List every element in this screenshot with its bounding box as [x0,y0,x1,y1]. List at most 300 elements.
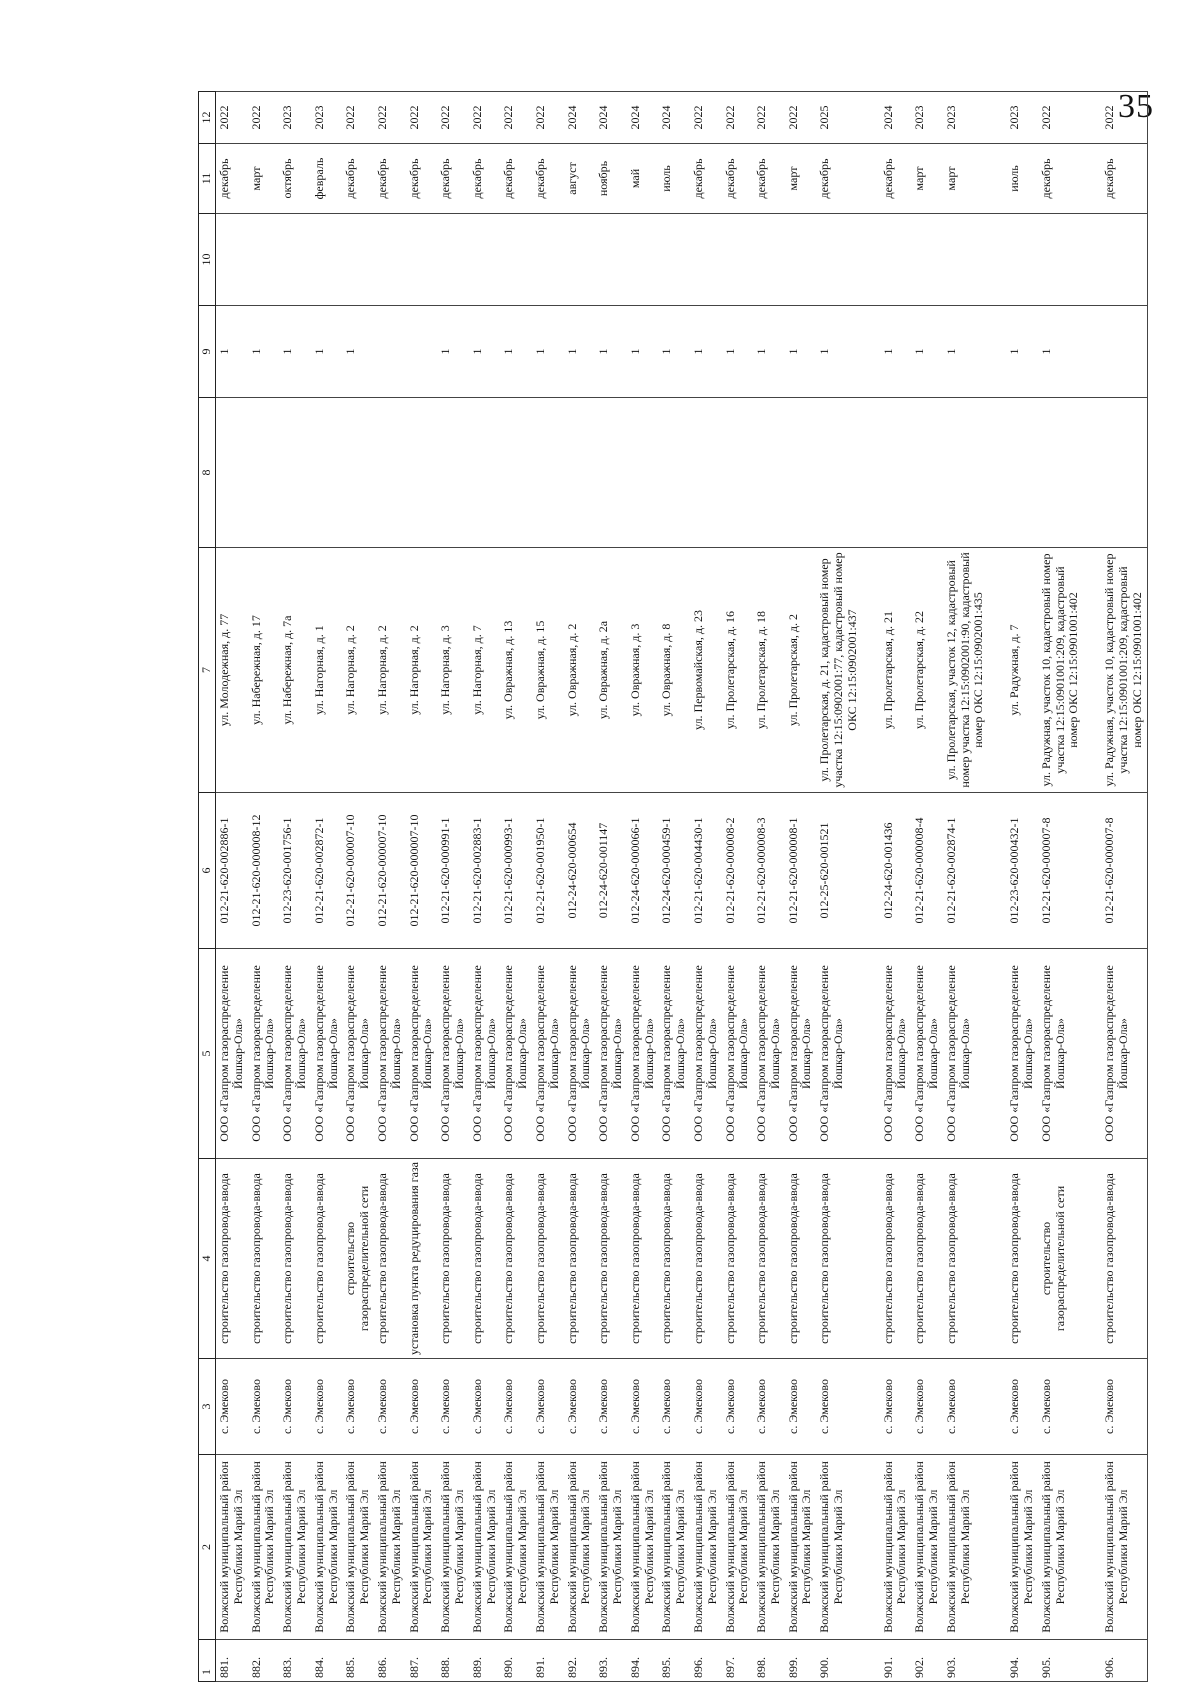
row-number: 889. [469,1640,501,1682]
settlement-cell: с. Эмеково [816,1359,861,1455]
column-8-cell [753,398,785,548]
table-row [943,92,988,1682]
row-number: 892. [564,1640,596,1682]
settlement-cell: с. Эмеково [880,1359,912,1455]
column-10-cell [279,214,311,306]
month-cell: май [627,144,659,214]
organization-cell: ООО «Газпром газораспределение Йошкар-Ола» [500,949,532,1159]
district-cell: Волжский муниципальный район Республики Марий Эл [690,1455,722,1640]
organization-cell: ООО «Газпром газораспределение Йошкар-Ола» [564,949,596,1159]
month-cell: март [248,144,280,214]
column-number-row [199,92,216,1682]
month-cell: октябрь [279,144,311,214]
work-type-cell: строительство газопровода-ввода [722,1159,754,1359]
work-type-cell: строительство газопровода-ввода [943,1159,988,1359]
work-type-cell: строительство газопровода-ввода [595,1159,627,1359]
column-10-cell [1101,214,1147,306]
column-8-cell [374,398,406,548]
work-type-cell: строительство газопровода-ввода [627,1159,659,1359]
organization-cell: ООО «Газпром газораспределение Йошкар-Ола» [469,949,501,1159]
organization-cell: ООО «Газпром газораспределение Йошкар-Ола» [658,949,690,1159]
table-row [437,92,469,1682]
month-cell: декабрь [722,144,754,214]
row-number: 884. [311,1640,343,1682]
column-8-cell [248,398,280,548]
work-type-cell: строительство газопровода-ввода [816,1159,861,1359]
table-row [406,92,438,1682]
column-8-cell [311,398,343,548]
gap-cell [988,306,1006,398]
gap-cell [862,793,880,949]
work-type-cell: строительство газопровода-ввода [248,1159,280,1359]
gap-cell [1083,1159,1101,1359]
gap-cell [988,144,1006,214]
column-10-cell [722,214,754,306]
settlement-cell: с. Эмеково [595,1359,627,1455]
row-number: 904. [1006,1640,1038,1682]
year-cell: 2022 [722,92,754,144]
column-10-cell [943,214,988,306]
column-10-cell [816,214,861,306]
table-row [248,92,280,1682]
year-cell: 2023 [943,92,988,144]
work-type-cell: строительство газопровода-ввода [785,1159,817,1359]
settlement-cell: с. Эмеково [722,1359,754,1455]
column-10-cell [532,214,564,306]
district-cell: Волжский муниципальный район Республики Марий Эл [1038,1455,1083,1640]
gap-cell [1083,548,1101,793]
code-cell: 012-25-620-001521 [816,793,861,949]
address-cell: ул. Пролетарская, д. 2 [785,548,817,793]
row-number: 903. [943,1640,988,1682]
code-cell: 012-21-620-000008-12 [248,793,280,949]
code-cell: 012-24-620-001147 [595,793,627,949]
address-cell: ул. Нагорная, д. 7 [469,548,501,793]
column-number-11: 11 [199,144,216,214]
year-cell: 2024 [880,92,912,144]
organization-cell: ООО «Газпром газораспределение Йошкар-Ола» [311,949,343,1159]
organization-cell: ООО «Газпром газораспределение Йошкар-Ола» [880,949,912,1159]
code-cell: 012-21-620-001950-1 [532,793,564,949]
column-10-cell [785,214,817,306]
row-number: 906. [1101,1640,1147,1682]
work-type-cell: строительство газопровода-ввода [690,1159,722,1359]
gap-cell [988,793,1006,949]
column-number-2: 2 [199,1455,216,1640]
work-type-cell: строительство газопровода-ввода [1006,1159,1038,1359]
quantity-cell [374,306,406,398]
year-cell: 2023 [311,92,343,144]
column-number-12: 12 [199,92,216,144]
district-cell: Волжский муниципальный район Республики Марий Эл [532,1455,564,1640]
month-cell: декабрь [690,144,722,214]
settlement-cell: с. Эмеково [216,1359,248,1455]
column-8-cell [627,398,659,548]
settlement-cell: с. Эмеково [1006,1359,1038,1455]
work-type-cell: строительство газопровода-ввода [500,1159,532,1359]
year-cell: 2022 [1101,92,1147,144]
column-number-7: 7 [199,548,216,793]
column-number-5: 5 [199,949,216,1159]
work-type-cell: строительство газопровода-ввода [658,1159,690,1359]
code-cell: 012-21-620-000008-1 [785,793,817,949]
year-cell: 2022 [216,92,248,144]
quantity-cell: 1 [248,306,280,398]
district-cell: Волжский муниципальный район Республики Марий Эл [911,1455,943,1640]
page-number: 35 [1118,88,1154,125]
table-row [374,92,406,1682]
table-body [216,92,1148,1682]
gap-cell [988,949,1006,1159]
rotated-table-area [198,92,1144,1682]
row-number: 902. [911,1640,943,1682]
gap-cell [988,1159,1006,1359]
settlement-cell: с. Эмеково [753,1359,785,1455]
column-8-cell [342,398,374,548]
work-type-cell: строительство газопровода-ввода [564,1159,596,1359]
quantity-cell: 1 [911,306,943,398]
column-10-cell [311,214,343,306]
row-number: 900. [816,1640,861,1682]
column-8-cell [437,398,469,548]
row-number: 901. [880,1640,912,1682]
gap-cell [1083,398,1101,548]
work-type-cell: строительство газопровода-ввода [753,1159,785,1359]
district-cell: Волжский муниципальный район Республики Марий Эл [311,1455,343,1640]
column-10-cell [627,214,659,306]
organization-cell: ООО «Газпром газораспределение Йошкар-Ола» [911,949,943,1159]
address-cell: ул. Пролетарская, д. 22 [911,548,943,793]
month-cell: февраль [311,144,343,214]
column-8-cell [564,398,596,548]
year-cell: 2023 [1006,92,1038,144]
settlement-cell: с. Эмеково [785,1359,817,1455]
organization-cell: ООО «Газпром газораспределение Йошкар-Ола» [595,949,627,1159]
organization-cell: ООО «Газпром газораспределение Йошкар-Ола» [816,949,861,1159]
row-number: 885. [342,1640,374,1682]
code-cell: 012-21-620-002872-1 [311,793,343,949]
address-cell: ул. Пролетарская, д. 21, кадастровый номер участка 12:15:0902001:77, кадастровый номер ОКС 12:15:0902001:437 [816,548,861,793]
district-cell: Волжский муниципальный район Республики Марий Эл [437,1455,469,1640]
column-8-cell [500,398,532,548]
gap-cell [1083,144,1101,214]
table-row [1006,92,1038,1682]
work-type-cell: строительство газопровода-ввода [532,1159,564,1359]
settlement-cell: с. Эмеково [911,1359,943,1455]
organization-cell: ООО «Газпром газораспределение Йошкар-Ола» [690,949,722,1159]
code-cell: 012-21-620-000993-1 [500,793,532,949]
district-cell: Волжский муниципальный район Республики Марий Эл [374,1455,406,1640]
settlement-cell: с. Эмеково [279,1359,311,1455]
code-cell: 012-21-620-000008-2 [722,793,754,949]
organization-cell: ООО «Газпром газораспределение Йошкар-Ола» [248,949,280,1159]
organization-cell: ООО «Газпром газораспределение Йошкар-Ола» [722,949,754,1159]
quantity-cell: 1 [595,306,627,398]
month-cell: декабрь [500,144,532,214]
gap-cell [862,949,880,1159]
column-10-cell [500,214,532,306]
code-cell: 012-24-620-000654 [564,793,596,949]
table-row [785,92,817,1682]
address-cell: ул. Нагорная, д. 3 [437,548,469,793]
gap-cell [1083,1640,1101,1682]
organization-cell: ООО «Газпром газораспределение Йошкар-Ола» [1101,949,1147,1159]
column-10-cell [880,214,912,306]
code-cell: 012-21-620-000007-10 [406,793,438,949]
column-10-cell [216,214,248,306]
district-cell: Волжский муниципальный район Республики Марий Эл [248,1455,280,1640]
year-cell: 2022 [1038,92,1083,144]
work-type-cell: строительство газопровода-ввода [1101,1159,1147,1359]
code-cell: 012-24-620-000459-1 [658,793,690,949]
column-8-cell [880,398,912,548]
year-cell: 2024 [595,92,627,144]
month-cell: декабрь [1101,144,1147,214]
gap-cell [1083,214,1101,306]
code-cell: 012-24-620-001436 [880,793,912,949]
district-cell: Волжский муниципальный район Республики Марий Эл [564,1455,596,1640]
column-10-cell [1038,214,1083,306]
quantity-cell: 1 [658,306,690,398]
month-cell: июль [1006,144,1038,214]
district-cell: Волжский муниципальный район Республики Марий Эл [753,1455,785,1640]
column-8-cell [406,398,438,548]
column-8-cell [532,398,564,548]
work-type-cell: строительство газораспределительной сети [1038,1159,1083,1359]
settlement-cell: с. Эмеково [437,1359,469,1455]
gap-cell [862,144,880,214]
gap-cell [988,1359,1006,1455]
column-number-3: 3 [199,1359,216,1455]
code-cell: 012-21-620-000007-10 [374,793,406,949]
settlement-cell: с. Эмеково [564,1359,596,1455]
quantity-cell: 1 [627,306,659,398]
year-cell: 2024 [627,92,659,144]
code-cell: 012-21-620-000008-4 [911,793,943,949]
district-cell: Волжский муниципальный район Республики Марий Эл [880,1455,912,1640]
column-10-cell [437,214,469,306]
quantity-cell: 1 [564,306,596,398]
address-cell: ул. Нагорная, д. 2 [406,548,438,793]
row-number: 886. [374,1640,406,1682]
organization-cell: ООО «Газпром газораспределение Йошкар-Ола» [753,949,785,1159]
table-row [722,92,754,1682]
settlement-cell: с. Эмеково [248,1359,280,1455]
gap-cell [988,1640,1006,1682]
settlement-cell: с. Эмеково [406,1359,438,1455]
row-number: 895. [658,1640,690,1682]
settlement-cell: с. Эмеково [469,1359,501,1455]
column-10-cell [1006,214,1038,306]
year-cell: 2022 [500,92,532,144]
gasification-schedule-table [198,91,1148,1682]
gap-cell [862,306,880,398]
year-cell: 2025 [816,92,861,144]
quantity-cell: 1 [785,306,817,398]
address-cell: ул. Нагорная, д. 2 [374,548,406,793]
row-number: 891. [532,1640,564,1682]
work-type-cell: строительство газопровода-ввода [880,1159,912,1359]
year-cell: 2024 [658,92,690,144]
code-cell: 012-23-620-000432-1 [1006,793,1038,949]
year-cell: 2022 [342,92,374,144]
code-cell: 012-21-620-002874-1 [943,793,988,949]
month-cell: декабрь [880,144,912,214]
address-cell: ул. Первомайская, д. 23 [690,548,722,793]
district-cell: Волжский муниципальный район Республики Марий Эл [785,1455,817,1640]
organization-cell: ООО «Газпром газораспределение Йошкар-Ола» [1038,949,1083,1159]
column-10-cell [658,214,690,306]
address-cell: ул. Овражная, д. 13 [500,548,532,793]
column-10-cell [911,214,943,306]
column-number-10: 10 [199,214,216,306]
column-8-cell [722,398,754,548]
month-cell: декабрь [753,144,785,214]
year-cell: 2022 [690,92,722,144]
column-8-cell [469,398,501,548]
quantity-cell: 1 [722,306,754,398]
column-10-cell [469,214,501,306]
settlement-cell: с. Эмеково [374,1359,406,1455]
code-cell: 012-21-620-004430-1 [690,793,722,949]
organization-cell: ООО «Газпром газораспределение Йошкар-Ола» [437,949,469,1159]
month-cell: декабрь [816,144,861,214]
quantity-cell: 1 [342,306,374,398]
address-cell: ул. Нагорная, д. 2 [342,548,374,793]
table-row [279,92,311,1682]
organization-cell: ООО «Газпром газораспределение Йошкар-Ола» [406,949,438,1159]
settlement-cell: с. Эмеково [690,1359,722,1455]
work-type-cell: строительство газораспределительной сети [342,1159,374,1359]
column-10-cell [595,214,627,306]
address-cell: ул. Овражная, д. 15 [532,548,564,793]
quantity-cell: 1 [880,306,912,398]
row-number: 893. [595,1640,627,1682]
table-row [532,92,564,1682]
column-10-cell [248,214,280,306]
column-8-cell [595,398,627,548]
table-row [753,92,785,1682]
district-cell: Волжский муниципальный район Республики Марий Эл [279,1455,311,1640]
quantity-cell: 1 [311,306,343,398]
district-cell: Волжский муниципальный район Республики Марий Эл [816,1455,861,1640]
district-cell: Волжский муниципальный район Республики Марий Эл [342,1455,374,1640]
organization-cell: ООО «Газпром газораспределение Йошкар-Ола» [279,949,311,1159]
row-number: 896. [690,1640,722,1682]
quantity-cell: 1 [216,306,248,398]
gap-cell [1083,1359,1101,1455]
quantity-cell: 1 [1006,306,1038,398]
month-cell: июль [658,144,690,214]
row-number: 897. [722,1640,754,1682]
settlement-cell: с. Эмеково [1038,1359,1083,1455]
organization-cell: ООО «Газпром газораспределение Йошкар-Ола» [532,949,564,1159]
district-cell: Волжский муниципальный район Республики Марий Эл [1006,1455,1038,1640]
address-cell: ул. Нагорная, д. 1 [311,548,343,793]
gap-cell [862,1640,880,1682]
row-number: 890. [500,1640,532,1682]
month-cell: декабрь [406,144,438,214]
address-cell: ул. Радужная, участок 10, кадастровый номер участка 12:15:0901001:209, кадастровый номер ОКС 12:15:0901001:402 [1038,548,1083,793]
district-cell: Волжский муниципальный район Республики Марий Эл [500,1455,532,1640]
quantity-cell: 1 [500,306,532,398]
gap-cell [988,1455,1006,1640]
address-cell: ул. Молодежная, д. 77 [216,548,248,793]
column-8-cell [1101,398,1147,548]
quantity-cell: 1 [532,306,564,398]
column-10-cell [690,214,722,306]
row-number: 899. [785,1640,817,1682]
month-cell: декабрь [1038,144,1083,214]
quantity-cell: 1 [816,306,861,398]
code-cell: 012-21-620-000991-1 [437,793,469,949]
month-cell: декабрь [374,144,406,214]
table-row [216,92,248,1682]
column-10-cell [374,214,406,306]
district-cell: Волжский муниципальный район Республики Марий Эл [406,1455,438,1640]
column-8-cell [1006,398,1038,548]
year-cell: 2022 [437,92,469,144]
organization-cell: ООО «Газпром газораспределение Йошкар-Ола» [1006,949,1038,1159]
row-gap [862,92,880,1682]
column-8-cell [658,398,690,548]
column-8-cell [785,398,817,548]
year-cell: 2022 [532,92,564,144]
gap-cell [862,214,880,306]
work-type-cell: установка пункта редуцирования газа [406,1159,438,1359]
row-number: 888. [437,1640,469,1682]
quantity-cell: 1 [469,306,501,398]
quantity-cell: 1 [437,306,469,398]
gap-cell [988,548,1006,793]
organization-cell: ООО «Газпром газораспределение Йошкар-Ола» [216,949,248,1159]
settlement-cell: с. Эмеково [1101,1359,1147,1455]
code-cell: 012-21-620-000007-8 [1101,793,1147,949]
column-number-4: 4 [199,1159,216,1359]
year-cell: 2022 [248,92,280,144]
month-cell: декабрь [437,144,469,214]
table-row [816,92,861,1682]
year-cell: 2022 [753,92,785,144]
row-number: 882. [248,1640,280,1682]
table-row [469,92,501,1682]
table-row [311,92,343,1682]
work-type-cell: строительство газопровода-ввода [911,1159,943,1359]
table-row [690,92,722,1682]
settlement-cell: с. Эмеково [658,1359,690,1455]
row-number: 887. [406,1640,438,1682]
organization-cell: ООО «Газпром газораспределение Йошкар-Ола» [785,949,817,1159]
address-cell: ул. Радужная, участок 10, кадастровый номер участка 12:15:0901001:209, кадастровый номер ОКС 12:15:0901001:402 [1101,548,1147,793]
district-cell: Волжский муниципальный район Республики Марий Эл [943,1455,988,1640]
column-number-6: 6 [199,793,216,949]
address-cell: ул. Пролетарская, д. 18 [753,548,785,793]
code-cell: 012-24-620-000066-1 [627,793,659,949]
address-cell: ул. Набережная, д. 17 [248,548,280,793]
address-cell: ул. Радужная, д. 7 [1006,548,1038,793]
column-10-cell [342,214,374,306]
column-10-cell [406,214,438,306]
row-number: 894. [627,1640,659,1682]
gap-cell [1083,92,1101,144]
code-cell: 012-21-620-002883-1 [469,793,501,949]
table-row [595,92,627,1682]
code-cell: 012-21-620-000007-8 [1038,793,1083,949]
gap-cell [862,1159,880,1359]
column-8-cell [279,398,311,548]
gap-cell [862,398,880,548]
table-row [658,92,690,1682]
